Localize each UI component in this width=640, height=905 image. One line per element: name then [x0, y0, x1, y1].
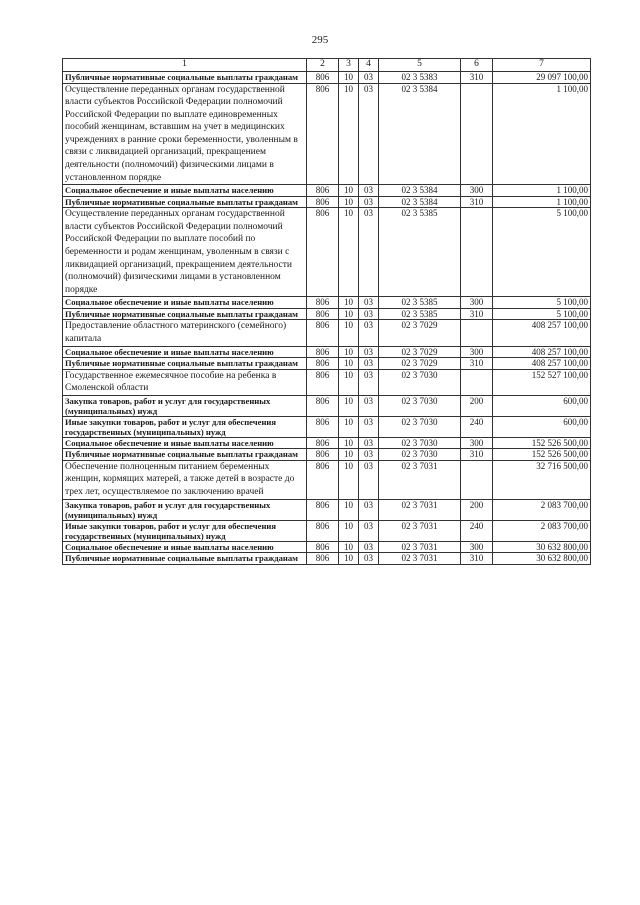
- row-expense-type-cell: 310: [461, 358, 493, 370]
- table-row: [63, 320, 591, 346]
- row-amount-cell: 29 097 100,00: [493, 72, 591, 84]
- row-target-article-cell: 02 3 7029: [379, 358, 461, 370]
- row-amount-cell: 5 100,00: [493, 208, 591, 297]
- row-name-cell: Публичные нормативные социальные выплаты гражданам: [63, 308, 307, 320]
- table-row: [63, 553, 591, 565]
- row-amount-cell: 2 083 700,00: [493, 499, 591, 520]
- row-name-cell: Обеспечение полноценным питанием беременных женщин, кормящих матерей, а также детей в возрасте до трех лет, осуществляемое по заключению врачей: [63, 460, 307, 499]
- row-section-cell: 10: [339, 369, 359, 395]
- row-target-article-cell: 02 3 7031: [379, 520, 461, 541]
- row-name-cell: Социальное обеспечение и иные выплаты населению: [63, 297, 307, 309]
- header-cell: 5: [379, 59, 461, 72]
- row-target-article-cell: 02 3 7029: [379, 346, 461, 358]
- table-row: [63, 297, 591, 309]
- table-row: [63, 208, 591, 297]
- row-ministry-code-cell: 806: [307, 358, 339, 370]
- row-subsection-cell: 03: [359, 358, 379, 370]
- row-section-cell: 10: [339, 416, 359, 437]
- row-expense-type-cell: 310: [461, 449, 493, 461]
- row-target-article-cell: 02 3 7030: [379, 369, 461, 395]
- row-expense-type-cell: 310: [461, 553, 493, 565]
- row-name-cell: Иные закупки товаров, работ и услуг для обеспечения государственных (муниципальных) нужд: [63, 520, 307, 541]
- row-amount-cell: 408 257 100,00: [493, 346, 591, 358]
- row-section-cell: 10: [339, 449, 359, 461]
- row-section-cell: 10: [339, 346, 359, 358]
- row-subsection-cell: 03: [359, 369, 379, 395]
- row-name-cell: Социальное обеспечение и иные выплаты населению: [63, 185, 307, 197]
- row-expense-type-cell: 310: [461, 196, 493, 208]
- table-row: [63, 520, 591, 541]
- row-ministry-code-cell: 806: [307, 320, 339, 346]
- row-target-article-cell: 02 3 5384: [379, 196, 461, 208]
- row-section-cell: 10: [339, 541, 359, 553]
- row-expense-type-cell: 300: [461, 346, 493, 358]
- row-subsection-cell: 03: [359, 72, 379, 84]
- row-ministry-code-cell: 806: [307, 449, 339, 461]
- row-name-cell: Закупка товаров, работ и услуг для государственных (муниципальных) нужд: [63, 499, 307, 520]
- row-subsection-cell: 03: [359, 297, 379, 309]
- row-amount-cell: 600,00: [493, 395, 591, 416]
- table-row: [63, 395, 591, 416]
- row-expense-type-cell: 200: [461, 499, 493, 520]
- row-ministry-code-cell: 806: [307, 437, 339, 449]
- row-amount-cell: 600,00: [493, 416, 591, 437]
- table-row: [63, 185, 591, 197]
- row-name-cell: Государственное ежемесячное пособие на ребенка в Смоленской области: [63, 369, 307, 395]
- row-target-article-cell: 02 3 7030: [379, 416, 461, 437]
- row-target-article-cell: 02 3 5385: [379, 308, 461, 320]
- header-cell: 3: [339, 59, 359, 72]
- row-section-cell: 10: [339, 395, 359, 416]
- row-amount-cell: 408 257 100,00: [493, 320, 591, 346]
- row-expense-type-cell: 310: [461, 308, 493, 320]
- row-amount-cell: 5 100,00: [493, 308, 591, 320]
- row-section-cell: 10: [339, 499, 359, 520]
- table-body: [63, 72, 591, 565]
- row-subsection-cell: 03: [359, 460, 379, 499]
- row-amount-cell: 2 083 700,00: [493, 520, 591, 541]
- row-ministry-code-cell: 806: [307, 499, 339, 520]
- row-target-article-cell: 02 3 5383: [379, 72, 461, 84]
- row-target-article-cell: 02 3 5385: [379, 208, 461, 297]
- row-ministry-code-cell: 806: [307, 72, 339, 84]
- table-row: [63, 358, 591, 370]
- row-name-cell: Иные закупки товаров, работ и услуг для обеспечения государственных (муниципальных) нужд: [63, 416, 307, 437]
- row-name-cell: Публичные нормативные социальные выплаты гражданам: [63, 196, 307, 208]
- row-section-cell: 10: [339, 553, 359, 565]
- row-section-cell: 10: [339, 437, 359, 449]
- row-name-cell: Социальное обеспечение и иные выплаты населению: [63, 437, 307, 449]
- row-target-article-cell: 02 3 7031: [379, 460, 461, 499]
- row-ministry-code-cell: 806: [307, 208, 339, 297]
- row-subsection-cell: 03: [359, 83, 379, 185]
- row-subsection-cell: 03: [359, 185, 379, 197]
- row-ministry-code-cell: 806: [307, 308, 339, 320]
- row-expense-type-cell: [461, 369, 493, 395]
- row-target-article-cell: 02 3 5385: [379, 297, 461, 309]
- row-name-cell: Социальное обеспечение и иные выплаты населению: [63, 346, 307, 358]
- row-name-cell: Публичные нормативные социальные выплаты гражданам: [63, 358, 307, 370]
- row-expense-type-cell: 200: [461, 395, 493, 416]
- row-section-cell: 10: [339, 320, 359, 346]
- row-ministry-code-cell: 806: [307, 520, 339, 541]
- row-expense-type-cell: [461, 208, 493, 297]
- row-ministry-code-cell: 806: [307, 460, 339, 499]
- table-row: [63, 460, 591, 499]
- row-amount-cell: 32 716 500,00: [493, 460, 591, 499]
- row-subsection-cell: 03: [359, 196, 379, 208]
- page-number: 295: [311, 34, 329, 46]
- row-expense-type-cell: 300: [461, 185, 493, 197]
- table-row: [63, 541, 591, 553]
- table-row: [63, 449, 591, 461]
- row-name-cell: Публичные нормативные социальные выплаты гражданам: [63, 553, 307, 565]
- row-expense-type-cell: 300: [461, 437, 493, 449]
- table-row: [63, 83, 591, 185]
- row-section-cell: 10: [339, 83, 359, 185]
- row-target-article-cell: 02 3 7031: [379, 499, 461, 520]
- table-row: [63, 437, 591, 449]
- row-subsection-cell: 03: [359, 449, 379, 461]
- row-name-cell: Осуществление переданных органам государственной власти субъектов Российской Федерации полномочий Российской Федерации по выплате пособий по беременности и родам женщинам, уволенным в связи с ликвидацией организаций, прекращением деятельности (полномочий) физическими лицами в установленном порядке: [63, 208, 307, 297]
- row-expense-type-cell: 300: [461, 541, 493, 553]
- row-ministry-code-cell: 806: [307, 346, 339, 358]
- table-row: [63, 308, 591, 320]
- row-name-cell: Публичные нормативные социальные выплаты гражданам: [63, 72, 307, 84]
- row-expense-type-cell: 240: [461, 416, 493, 437]
- row-expense-type-cell: [461, 460, 493, 499]
- header-cell: 2: [307, 59, 339, 72]
- row-amount-cell: 408 257 100,00: [493, 358, 591, 370]
- row-target-article-cell: 02 3 7030: [379, 437, 461, 449]
- budget-table: [62, 58, 591, 565]
- row-section-cell: 10: [339, 460, 359, 499]
- row-subsection-cell: 03: [359, 320, 379, 346]
- row-expense-type-cell: 310: [461, 72, 493, 84]
- row-name-cell: Социальное обеспечение и иные выплаты населению: [63, 541, 307, 553]
- row-subsection-cell: 03: [359, 520, 379, 541]
- row-section-cell: 10: [339, 196, 359, 208]
- row-subsection-cell: 03: [359, 416, 379, 437]
- row-subsection-cell: 03: [359, 346, 379, 358]
- row-name-cell: Закупка товаров, работ и услуг для государственных (муниципальных) нужд: [63, 395, 307, 416]
- row-ministry-code-cell: 806: [307, 185, 339, 197]
- row-section-cell: 10: [339, 297, 359, 309]
- row-amount-cell: 1 100,00: [493, 196, 591, 208]
- row-expense-type-cell: 300: [461, 297, 493, 309]
- row-target-article-cell: 02 3 7031: [379, 553, 461, 565]
- table-row: [63, 196, 591, 208]
- row-subsection-cell: 03: [359, 499, 379, 520]
- row-section-cell: 10: [339, 185, 359, 197]
- row-name-cell: Публичные нормативные социальные выплаты гражданам: [63, 449, 307, 461]
- header-cell: 7: [493, 59, 591, 72]
- row-amount-cell: 30 632 800,00: [493, 553, 591, 565]
- row-subsection-cell: 03: [359, 208, 379, 297]
- row-target-article-cell: 02 3 5384: [379, 83, 461, 185]
- header-row: [63, 59, 591, 72]
- row-amount-cell: 1 100,00: [493, 83, 591, 185]
- header-cell: 1: [63, 59, 307, 72]
- row-ministry-code-cell: 806: [307, 416, 339, 437]
- row-target-article-cell: 02 3 7030: [379, 449, 461, 461]
- table-row: [63, 72, 591, 84]
- row-section-cell: 10: [339, 358, 359, 370]
- row-ministry-code-cell: 806: [307, 196, 339, 208]
- row-ministry-code-cell: 806: [307, 395, 339, 416]
- table-row: [63, 346, 591, 358]
- row-name-cell: Осуществление переданных органам государственной власти субъектов Российской Федерации полномочий Российской Федерации по выплате единовременных пособий женщинам, вставшим на учет в медицинских учреждениях в ранние сроки беременности, уволенным в связи с ликвидацией организаций, прекращением деятельности (полномочий) физическими лицами в установленном порядке: [63, 83, 307, 185]
- row-amount-cell: 152 527 100,00: [493, 369, 591, 395]
- row-amount-cell: 5 100,00: [493, 297, 591, 309]
- table-row: [63, 369, 591, 395]
- row-section-cell: 10: [339, 72, 359, 84]
- row-subsection-cell: 03: [359, 395, 379, 416]
- row-section-cell: 10: [339, 520, 359, 541]
- row-section-cell: 10: [339, 308, 359, 320]
- row-target-article-cell: 02 3 7031: [379, 541, 461, 553]
- row-target-article-cell: 02 3 7030: [379, 395, 461, 416]
- row-expense-type-cell: [461, 83, 493, 185]
- row-expense-type-cell: 240: [461, 520, 493, 541]
- header-cell: 6: [461, 59, 493, 72]
- row-subsection-cell: 03: [359, 308, 379, 320]
- row-amount-cell: 152 526 500,00: [493, 437, 591, 449]
- row-ministry-code-cell: 806: [307, 553, 339, 565]
- row-target-article-cell: 02 3 7029: [379, 320, 461, 346]
- table-row: [63, 416, 591, 437]
- row-amount-cell: 1 100,00: [493, 185, 591, 197]
- row-subsection-cell: 03: [359, 437, 379, 449]
- header-cell: 4: [359, 59, 379, 72]
- row-section-cell: 10: [339, 208, 359, 297]
- table-row: [63, 499, 591, 520]
- row-target-article-cell: 02 3 5384: [379, 185, 461, 197]
- row-subsection-cell: 03: [359, 541, 379, 553]
- row-ministry-code-cell: 806: [307, 541, 339, 553]
- row-expense-type-cell: [461, 320, 493, 346]
- row-subsection-cell: 03: [359, 553, 379, 565]
- row-ministry-code-cell: 806: [307, 83, 339, 185]
- row-amount-cell: 30 632 800,00: [493, 541, 591, 553]
- row-ministry-code-cell: 806: [307, 297, 339, 309]
- row-name-cell: Предоставление областного материнского (семейного) капитала: [63, 320, 307, 346]
- row-amount-cell: 152 526 500,00: [493, 449, 591, 461]
- row-ministry-code-cell: 806: [307, 369, 339, 395]
